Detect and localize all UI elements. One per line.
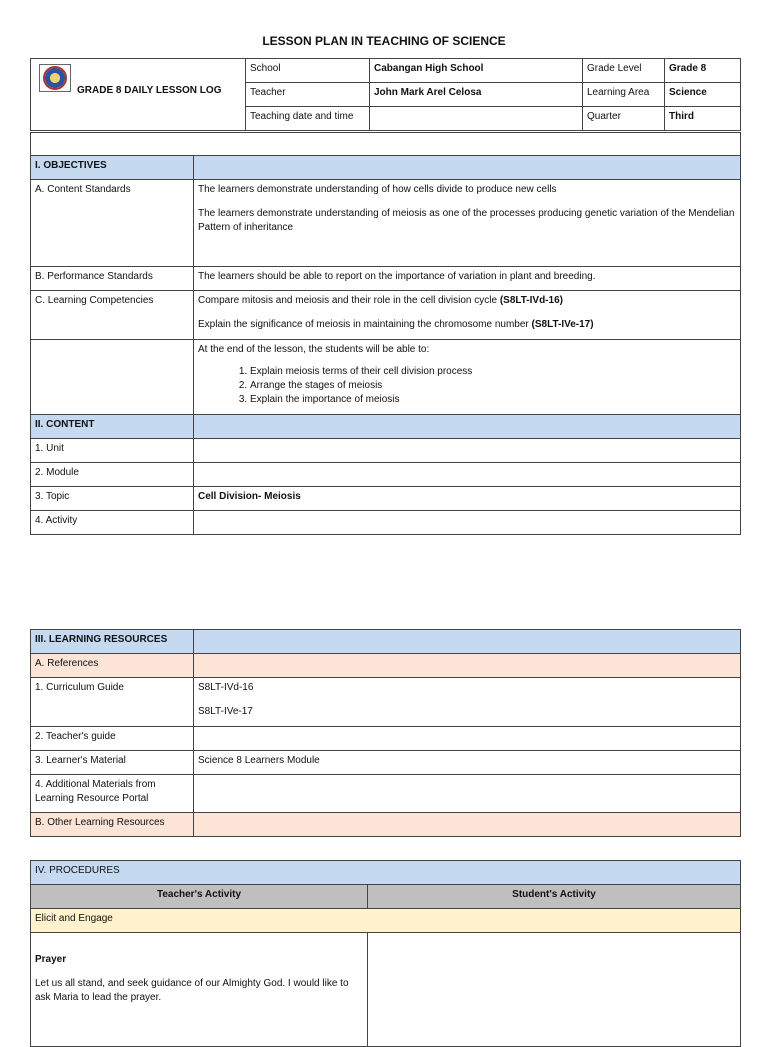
procedures-table [30, 860, 741, 1047]
list-item: 1. Explain meiosis terms of their cell division process [250, 365, 736, 379]
teacher-activity-header: Teacher's Activity [31, 885, 368, 909]
student-activity-cell [368, 933, 741, 1047]
curriculum-label: 1. Curriculum Guide [31, 678, 194, 727]
unit-value [194, 439, 741, 463]
objectives-heading-fill [194, 156, 741, 180]
activity-value [194, 511, 741, 535]
objectives-intro: At the end of the lesson, the students will be able to: [198, 344, 430, 355]
module-value [194, 463, 741, 487]
prayer-text: Let us all stand, and seek guidance of our Almighty God. I would like to ask Maria to lead the prayer. [35, 978, 349, 1003]
objectives-table [30, 132, 741, 535]
phase-label: Elicit and Engage [31, 909, 741, 933]
competency-1-code: (S8LT-IVd-16) [499, 295, 563, 306]
teachers-guide-value [194, 727, 741, 751]
other-resources-fill [194, 813, 741, 837]
date-value [370, 107, 583, 131]
content-standard-1: The learners demonstrate understanding of how cells divide to produce new cells [198, 184, 557, 195]
topic-value: Cell Division- Meiosis [194, 487, 741, 511]
objectives-list-label [31, 340, 194, 415]
logo-cell [31, 59, 246, 131]
date-label: Teaching date and time [246, 107, 370, 131]
grade-value: Grade 8 [665, 59, 741, 83]
unit-label: 1. Unit [31, 439, 194, 463]
student-activity-header: Student's Activity [368, 885, 741, 909]
objectives-heading: I. OBJECTIVES [31, 156, 194, 180]
competency-2-text: Explain the significance of meiosis in maintaining the chromosome number [198, 319, 529, 330]
content-heading: II. CONTENT [31, 415, 194, 439]
resources-heading: III. LEARNING RESOURCES [31, 630, 194, 654]
grade-label: Grade Level [583, 59, 665, 83]
topic-label: 3. Topic [31, 487, 194, 511]
performance-label: B. Performance Standards [31, 267, 194, 291]
competency-1 [198, 294, 736, 308]
competency-2 [198, 318, 736, 332]
list-item: 2. Arrange the stages of meiosis [250, 379, 736, 393]
quarter-value: Third [665, 107, 741, 131]
curriculum-code-1: S8LT-IVd-16 [198, 682, 254, 693]
curriculum-code-2: S8LT-IVe-17 [198, 706, 253, 717]
log-title: GRADE 8 DAILY LESSON LOG [77, 85, 222, 96]
other-resources-label: B. Other Learning Resources [31, 813, 194, 837]
competencies-label: C. Learning Competencies [31, 291, 194, 340]
competencies-cell [194, 291, 741, 340]
performance-text: The learners should be able to report on the importance of variation in plant and breeding. [194, 267, 741, 291]
content-standards-cell [194, 180, 741, 267]
area-label: Learning Area [583, 83, 665, 107]
header-table [30, 58, 741, 131]
competency-2-code: (S8LT-IVe-17) [531, 319, 594, 330]
teachers-guide-label: 2. Teacher's guide [31, 727, 194, 751]
competency-1-text: Compare mitosis and meiosis and their role in the cell division cycle [198, 295, 498, 306]
learners-material-value: Science 8 Learners Module [194, 751, 741, 775]
document-title: LESSON PLAN IN TEACHING OF SCIENCE [262, 34, 506, 48]
teacher-label: Teacher [246, 83, 370, 107]
deped-seal-icon [39, 64, 71, 92]
prayer-title: Prayer [35, 954, 67, 965]
references-fill [194, 654, 741, 678]
module-label: 2. Module [31, 463, 194, 487]
teacher-value: John Mark Arel Celosa [370, 83, 583, 107]
resources-heading-fill [194, 630, 741, 654]
content-heading-fill [194, 415, 741, 439]
curriculum-cell [194, 678, 741, 727]
objectives-list-cell [194, 340, 741, 415]
school-value: Cabangan High School [370, 59, 583, 83]
content-standards-label: A. Content Standards [31, 180, 194, 267]
area-value: Science [665, 83, 741, 107]
additional-materials-value [194, 775, 741, 813]
resources-table [30, 629, 741, 837]
additional-materials-label: 4. Additional Materials from Learning Resource Portal [31, 775, 194, 813]
activity-label: 4. Activity [31, 511, 194, 535]
school-label: School [246, 59, 370, 83]
objectives-list [198, 365, 736, 407]
procedures-heading: IV. PROCEDURES [31, 861, 741, 885]
content-standard-2: The learners demonstrate understanding of meiosis as one of the processes producing genetic variation of the Mendelian Pattern of inheritance [198, 208, 735, 233]
learners-material-label: 3. Learner's Material [31, 751, 194, 775]
quarter-label: Quarter [583, 107, 665, 131]
teacher-activity-cell [31, 933, 368, 1047]
spacer-row [31, 133, 741, 156]
references-label: A. References [31, 654, 194, 678]
list-item: 3. Explain the importance of meiosis [250, 393, 736, 407]
